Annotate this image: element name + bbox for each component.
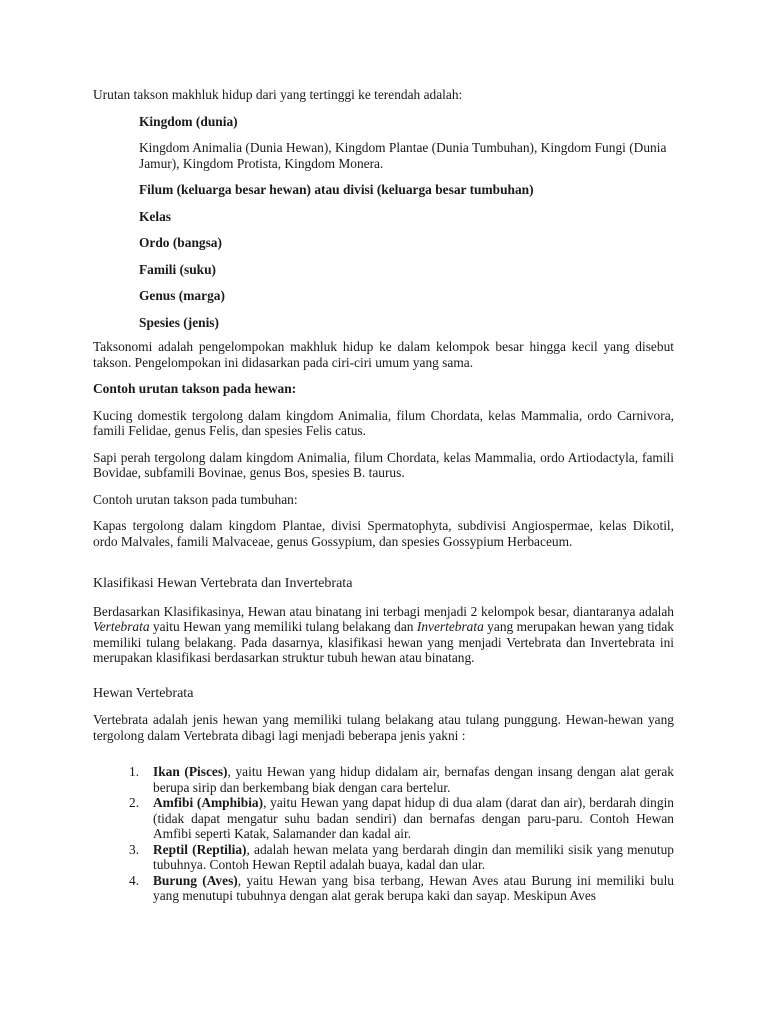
list-number: 2. — [129, 795, 140, 810]
vertebrata-description: Vertebrata adalah jenis hewan yang memiliki tulang belakang atau tulang punggung. Hewan-hewan yang tergolong dalam Vertebrata dibagi lagi menjadi beberapa jenis yakni : — [93, 712, 674, 743]
plant-example-heading: Contoh urutan takson pada tumbuhan: — [93, 491, 298, 507]
taksonomi-definition: Taksonomi adalah pengelompokan makhluk hidup ke dalam kelompok besar hingga kecil yang disebut takson. Pengelompokan ini didasarkan pada ciri-ciri umum yang sama. — [93, 339, 674, 370]
document-page — [93, 87, 674, 904]
list-item — [93, 873, 674, 904]
intro-text: Urutan takson makhluk hidup dari yang tertinggi ke terendah adalah: — [93, 87, 463, 102]
klasifikasi-text-1: Berdasarkan Klasifikasinya, Hewan atau binatang ini terbagi menjadi 2 kelompok besar, diantaranya adalah — [93, 603, 674, 619]
term-vertebrata: Vertebrata — [93, 619, 150, 634]
kingdom-description: Kingdom Animalia (Dunia Hewan), Kingdom Plantae (Dunia Tumbuhan), Kingdom Fungi (Dunia Jamur), Kingdom Protista, Kingdom Monera. — [139, 140, 667, 171]
rank-kingdom: Kingdom (dunia) — [139, 113, 238, 129]
list-text: , yaitu Hewan yang hidup didalam air, bernafas dengan insang dengan alat gerak berupa sirip dan berkembang biak dengan cara bertelur. — [153, 764, 675, 795]
rank-genus: Genus (marga) — [139, 288, 225, 303]
taxon-rank-list — [93, 114, 674, 331]
list-item — [93, 795, 674, 842]
list-item — [93, 842, 674, 873]
list-number: 3. — [129, 841, 140, 857]
list-text: , yaitu Hewan yang dapat hidup di dua alam (darat dan air), berdarah dingin (tidak dapat mengatur suhu badan sendiri) dan bernafas dengan paru-paru. Contoh Hewan Amfibi seperti Katak, Salamander dan kadal air. — [153, 795, 674, 841]
kucing-example: Kucing domestik tergolong dalam kingdom Animalia, filum Chordata, kelas Mammalia, ordo Carnivora, famili Felidae, genus Felis, dan spesies Felis catus. — [93, 407, 674, 438]
klasifikasi-paragraph — [93, 604, 674, 666]
vertebrata-heading: Hewan Vertebrata — [93, 685, 194, 701]
rank-ordo: Ordo (bangsa) — [139, 235, 222, 250]
list-number: 1. — [129, 764, 140, 779]
list-term: Ikan (Pisces) — [153, 764, 228, 779]
klasifikasi-heading: Klasifikasi Hewan Vertebrata dan Invertebrata — [93, 576, 353, 591]
rank-kelas: Kelas — [139, 208, 171, 224]
kapas-example: Kapas tergolong dalam kingdom Plantae, divisi Spermatophyta, subdivisi Angiospermae, kelas Dikotil, ordo Malvales, famili Malvaceae, genus Gossypium, dan spesies Gossypium Herbaceum. — [93, 518, 674, 549]
list-item — [93, 764, 674, 795]
list-term: Amfibi (Amphibia) — [153, 795, 264, 810]
klasifikasi-text-3: yang merupakan hewan yang tidak memiliki tulang belakang. Pada dasarnya, klasifikasi hewan yang menjadi Vertebrata dan Invertebrata ini merupakan klasifikasi berdasarkan struktur tubuh hewan atau binatang. — [93, 619, 675, 665]
sapi-example: Sapi perah tergolong dalam kingdom Animalia, filum Chordata, kelas Mammalia, ordo Artiodactyla, famili Bovidae, subfamili Bovinae, genus Bos, spesies B. taurus. — [93, 449, 674, 480]
vertebrata-list — [93, 764, 674, 904]
rank-famili: Famili (suku) — [139, 261, 217, 277]
rank-filum: Filum (keluarga besar hewan) atau divisi (keluarga besar tumbuhan) — [139, 182, 534, 197]
list-number: 4. — [129, 872, 140, 888]
list-term: Burung (Aves) — [153, 872, 238, 888]
animal-example-heading: Contoh urutan takson pada hewan: — [93, 381, 297, 396]
rank-spesies: Spesies (jenis) — [139, 314, 219, 330]
list-text: , adalah hewan melata yang berdarah dingin dan memiliki sisik yang menutup tubuhnya. Contoh Hewan Reptil adalah buaya, kadal dan ular. — [153, 841, 675, 872]
term-invertebrata: Invertebrata — [416, 619, 484, 634]
list-text: , yaitu Hewan yang bisa terbang, Hewan Aves atau Burung ini memiliki bulu yang menutupi tubuhnya dengan alat gerak berupa kaki dan sayap. Meskipun Aves — [153, 872, 674, 903]
klasifikasi-text-2: yaitu Hewan yang memiliki tulang belakang dan — [149, 619, 417, 634]
list-term: Reptil (Reptilia) — [153, 841, 247, 857]
